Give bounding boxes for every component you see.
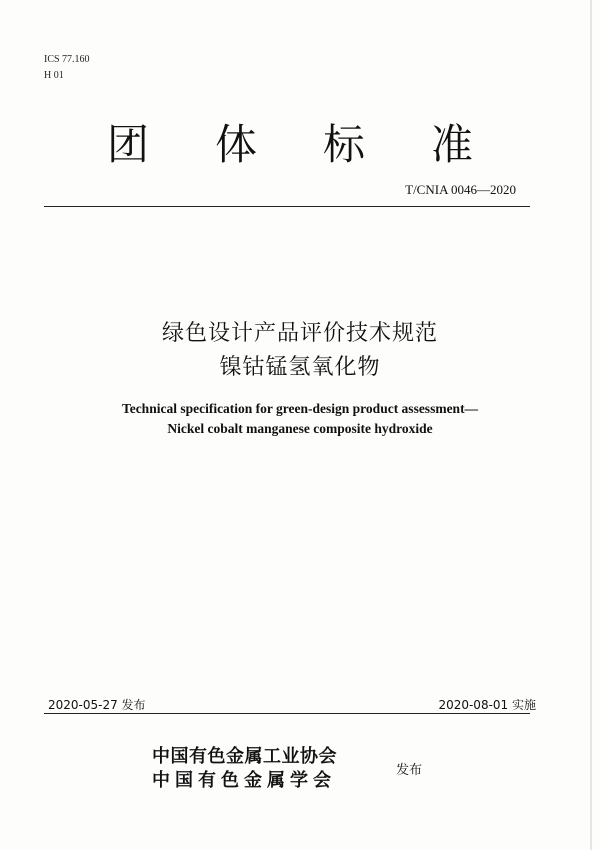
issuing-organization-2: 中国有色金属学会: [152, 770, 336, 791]
ccs-code: H 01: [44, 70, 64, 81]
issuing-organization-1: 中国有色金属工业协会: [152, 746, 337, 767]
classification-codes: [44, 52, 90, 84]
title-char: 团: [106, 120, 149, 169]
title-char: 标: [322, 120, 365, 169]
issue-label: 发布: [396, 763, 423, 778]
publish-date: 2020-05-27 发布: [48, 698, 146, 712]
english-title-line-1: Technical specification for green-design product assessment—: [121, 401, 479, 416]
title-char: 准: [430, 120, 473, 169]
standard-number: T/CNIA 0046—2020: [405, 182, 516, 197]
ics-code: ICS 77.160: [44, 54, 90, 65]
standard-type-title: [100, 112, 480, 172]
implementation-date: 2020-08-01 实施: [438, 698, 536, 712]
chinese-title-line-2: 镍钴锰氢氧化物: [219, 355, 381, 380]
title-char: 体: [214, 120, 257, 169]
english-title-line-2: Nickel cobalt manganese composite hydroxide: [167, 421, 433, 436]
bottom-divider: [44, 713, 530, 714]
top-divider: [44, 206, 530, 207]
chinese-title-line-1: 绿色设计产品评价技术规范: [161, 321, 438, 346]
